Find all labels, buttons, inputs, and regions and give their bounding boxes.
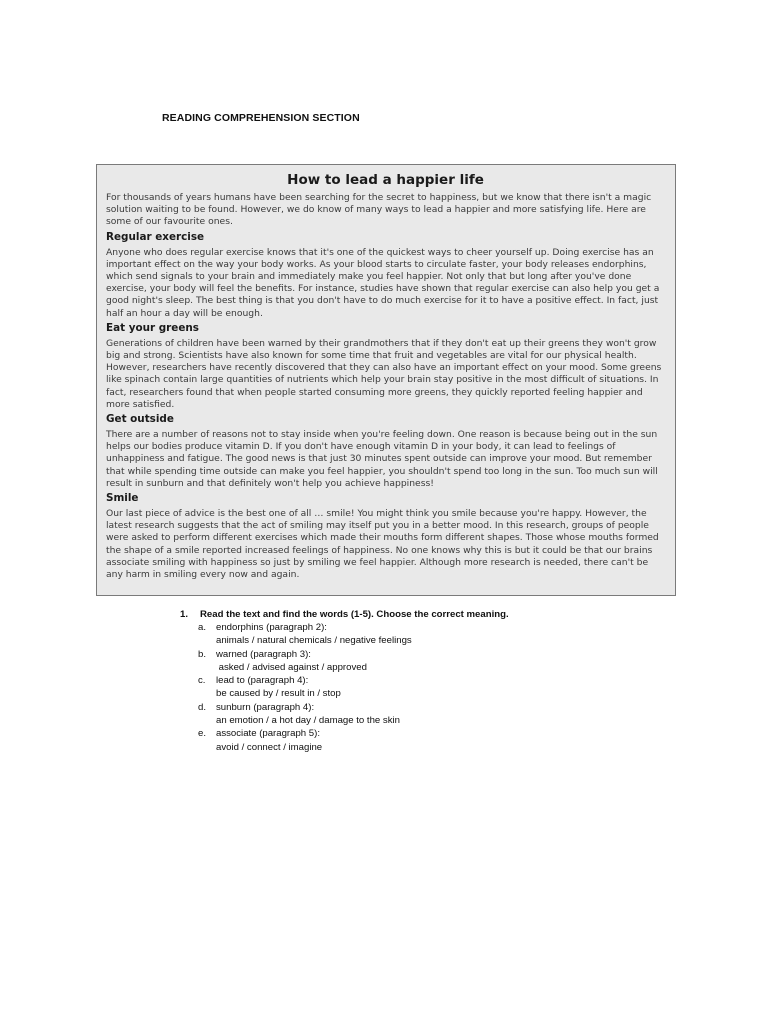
- item-word: warned (paragraph 3):: [216, 648, 311, 660]
- question-items: [180, 621, 600, 754]
- question-header: [180, 608, 600, 621]
- item-letter: e.: [198, 728, 207, 740]
- question-instruction: Read the text and find the words (1-5). Choose the correct meaning.: [200, 609, 509, 620]
- section-text-exercise: Anyone who does regular exercise knows that it's one of the quickest ways to cheer yourself up. Doing exercise has an important effect on the way your body works. As your blood starts to circulate faster, your body releases endorphins, which send signals to your brain and immediately make you feel happier. Not only that but long after you've done exercise, your body will feel the benefits. For instance, studies have shown that regular exercise can also help you get a good night's sleep. The best thing is that you don't have to do much exercise for it to have a positive effect. In fact, just half an hour a day will be enough.: [106, 246, 660, 319]
- section-title: READING COMPREHENSION SECTION: [162, 112, 360, 124]
- list-item: [180, 727, 600, 754]
- item-options: an emotion / a hot day / damage to the skin: [216, 715, 400, 727]
- item-word: lead to (paragraph 4):: [216, 675, 309, 687]
- list-item: [180, 674, 600, 701]
- question-block: [180, 608, 600, 754]
- item-letter: c.: [198, 675, 206, 687]
- item-options: animals / natural chemicals / negative feelings: [216, 635, 412, 647]
- item-options: be caused by / result in / stop: [216, 688, 341, 700]
- section-heading-outside: Get outside: [106, 413, 174, 426]
- section-heading-greens: Eat your greens: [106, 321, 199, 334]
- list-item: [180, 621, 600, 648]
- item-letter: d.: [198, 701, 207, 713]
- item-word: sunburn (paragraph 4):: [216, 701, 315, 713]
- section-text-smile: Our last piece of advice is the best one of all … smile! You might think you smile because you're happy. However, the latest research suggests that the act of smiling may itself put you in a better mood. In this research, groups of people were asked to perform different exercises which made their mouths form different shapes. Those whose mouths formed the shape of a smile reported increased feelings of happiness. No one knows why this is but it could be that our brains associate smiling with happiness so just by smiling we feel happier. Although more research is needed, there can't be any harm in smiling every now and again.: [106, 508, 659, 581]
- article-intro: For thousands of years humans have been searching for the secret to happiness, but we know that there isn't a magic solution waiting to be found. However, we do know of many ways to lead a happier and more satisfying life. Here are some of our favourite ones.: [106, 192, 652, 228]
- item-options: avoid / connect / imagine: [216, 741, 323, 753]
- article-title: How to lead a happier life: [287, 172, 484, 188]
- item-letter: b.: [198, 648, 207, 660]
- item-options: asked / advised against / approved: [216, 661, 367, 673]
- section-text-outside: There are a number of reasons not to stay inside when you're feeling down. One reason is because being out in the sun helps our bodies produce vitamin D. If you don't have enough vitamin D in your body, it can lead to feelings of unhappiness and fatigue. The good news is that just 30 minutes spent outside can improve your mood. But remember that while spending time outside can make you feel happier, you shouldn't spend too long in the sun. Too much sun will result in sunburn and that definitely won't help you achieve happiness!: [106, 429, 658, 489]
- section-text-greens: Generations of children have been warned by their grandmothers that if they don't eat up their greens they won't grow big and strong. Scientists have also known for some time that fruit and vegetables are vital for our physical health. However, researchers have recently discovered that they can also have an important effect on your mood. Some greens like spinach contain large quantities of nutrients which help your brain stay positive in the most difficult of situations. In fact, researchers found that when people started consuming more greens, they quickly reported feeling happier and more satisfied.: [106, 337, 662, 410]
- article-box: [96, 164, 676, 596]
- item-word: associate (paragraph 5):: [216, 728, 320, 740]
- item-word: endorphins (paragraph 2):: [216, 622, 327, 633]
- item-letter: a.: [198, 622, 207, 633]
- section-heading-smile: Smile: [106, 492, 139, 505]
- list-item: [180, 701, 600, 728]
- list-item: [180, 648, 600, 675]
- section-heading-exercise: Regular exercise: [106, 230, 205, 243]
- question-number: 1.: [180, 609, 189, 620]
